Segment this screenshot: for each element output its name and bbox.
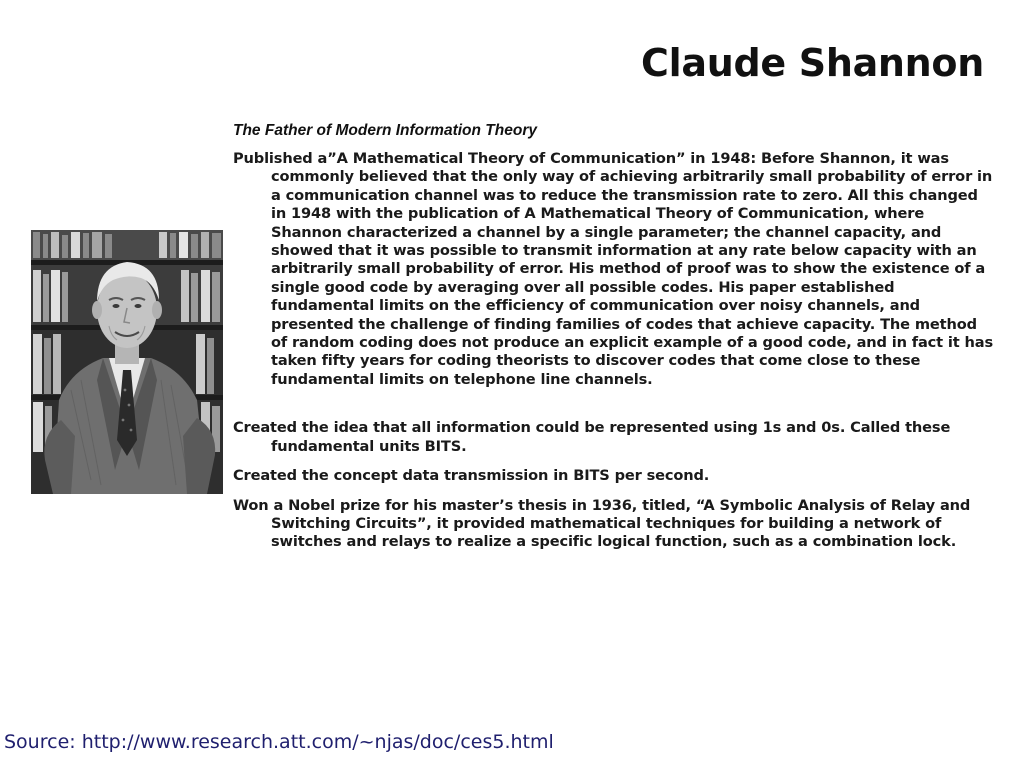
paragraph-masters-thesis: Won a Nobel prize for his master’s thesis in 1936, titled, “A Symbolic Analysis of Relay and Switching Circuits”, it provided mathematical techniques for building a network of switches and relays to realize a specific logical function, such as a combination lock. (233, 496, 971, 551)
slide-title: Claude Shannon (641, 41, 984, 85)
portrait-image-icon (31, 230, 223, 494)
content-area (233, 121, 993, 563)
portrait-photo (31, 230, 223, 494)
slide-subtitle: The Father of Modern Information Theory (233, 122, 537, 139)
paragraph-bits: Created the idea that all information could be represented using 1s and 0s. Called these fundamental units BITS. (233, 419, 951, 455)
source-citation: Source: http://www.research.att.com/~njas/doc/ces5.html (4, 731, 554, 753)
paragraph-bits-per-second: Created the concept data transmission in BITS per second. (233, 467, 710, 485)
paragraph-mathematical-theory: Published a”A Mathematical Theory of Communication” in 1948: Before Shannon, it was commonly believed that the only way of achieving arbitrarily small probability of error in a communication channel was to reduce the transmission rate to zero. All this changed in 1948 with the publication of A Mathematical Theory of Communication, where Shannon characterized a channel by a single parameter; the channel capacity, and showed that it was possible to transmit information at any rate below capacity with an arbitrarily small probability of error. His method of proof was to show the existence of a single good code by averaging over all possible codes. His paper established fundamental limits on the efficiency of communication over noisy channels, and presented the challenge of finding families of codes that achieve capacity. The method of random coding does not produce an explicit example of a good code, and in fact it has taken fifty years for coding theorists to discover codes that come close to these fundamental limits on telephone line channels. (233, 150, 994, 388)
